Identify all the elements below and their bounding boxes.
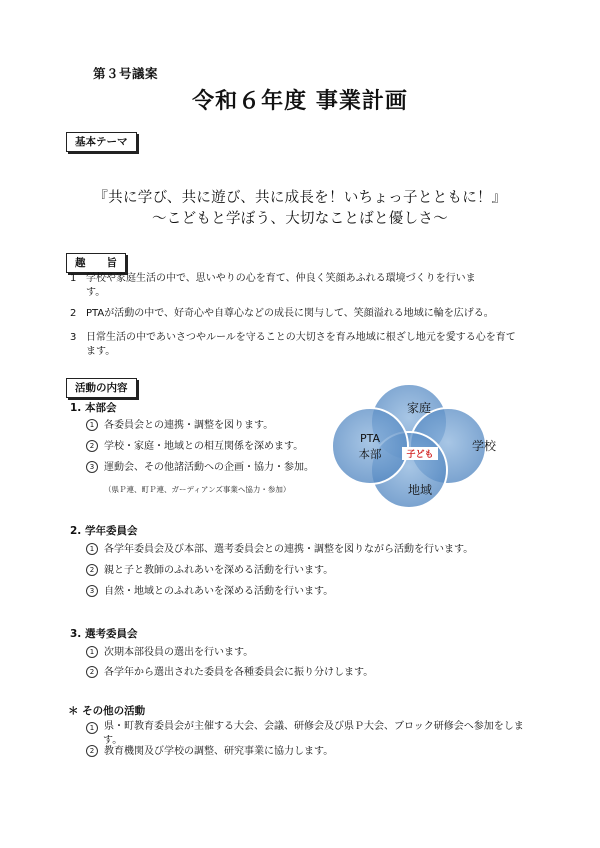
list-item	[86, 461, 314, 475]
agenda-number: 第３号議案	[93, 66, 159, 81]
circled-number-marker: 1	[86, 543, 98, 555]
theme-line-2: ～こどもと学ぼう、大切なことばと優しさ～	[152, 211, 448, 227]
purpose-item-text: 日常生活の中であいさつやルールを守ることの大切さを育み地域に根ざし地元を愛する心を育てます。	[86, 332, 516, 357]
list-item-text: 教育機関及び学校の調整、研究事業に協力します。	[104, 746, 334, 757]
venn-label-headquarters: 本部	[358, 447, 382, 461]
section-note: （県Ｐ連、町Ｐ連、ガーディアンズ事業へ協力・参加）	[104, 485, 291, 494]
circled-number-marker: 1	[86, 419, 98, 431]
purpose-item	[70, 331, 520, 359]
venn-label-community: 地域	[407, 483, 433, 497]
list-item-text: 学校・家庭・地域との相互関係を深めます。	[104, 441, 304, 452]
circled-number-marker: 3	[86, 585, 98, 597]
purpose-label: 趣 旨	[66, 253, 126, 273]
list-item	[86, 564, 333, 578]
list-item-text: 次期本部役員の選出を行います。	[104, 647, 254, 658]
list-item-text: 県・町教育委員会が主催する大会、会議、研修会及び県Ｐ大会、ブロック研修会へ参加をします。	[103, 721, 524, 746]
circled-number-marker: 2	[86, 745, 98, 757]
list-item	[86, 419, 273, 433]
list-item-text: 各委員会との連携・調整を図ります。	[104, 420, 274, 431]
theme-line-1: 『共に学び、共に遊び、共に成長を！いちょっ子とともに！』	[93, 190, 507, 206]
purpose-item	[70, 307, 540, 321]
list-item-text: 親と子と教師のふれあいを深める活動を行います。	[104, 565, 334, 576]
section-heading: 3. 選考委員会	[70, 628, 138, 640]
theme-label: 基本テーマ	[66, 132, 137, 152]
circled-number-marker: 3	[86, 461, 98, 473]
circled-number-marker: 1	[86, 722, 98, 734]
list-item-text: 各学年委員会及び本部、選考委員会との連携・調整を図りながら活動を行います。	[104, 544, 474, 555]
page-title: 令和６年度 事業計画	[192, 89, 408, 114]
purpose-item-number: 1	[70, 273, 77, 284]
list-item	[86, 720, 526, 748]
purpose-item-text: 学校や家庭生活の中で、思いやりの心を育て、仲良く笑顔あふれる環境づくりを行います。	[86, 273, 476, 298]
list-item	[86, 745, 333, 759]
purpose-item-number: 3	[70, 332, 77, 343]
venn-circle-pta	[332, 408, 408, 484]
purpose-item-text: PTAが活動の中で、好奇心や自尊心などの成長に関与して、笑顔溢れる地域に輪を広げる。	[86, 308, 494, 319]
circled-number-marker: 2	[86, 440, 98, 452]
list-item	[86, 646, 253, 660]
list-item-text: 運動会、その他諸活動への企画・協力・参加。	[104, 462, 314, 473]
venn-diagram	[332, 380, 522, 510]
list-item	[86, 440, 303, 454]
venn-label-family: 家庭	[406, 401, 432, 415]
circled-number-marker: 1	[86, 646, 98, 658]
section-heading: ＊ その他の活動	[68, 705, 146, 717]
list-item	[86, 543, 473, 557]
venn-label-children: 子ども	[406, 450, 434, 460]
list-item	[86, 585, 333, 599]
section-heading: 2. 学年委員会	[70, 525, 138, 537]
venn-label-pta: PTA	[359, 432, 381, 445]
circled-number-marker: 2	[86, 564, 98, 576]
list-item	[86, 666, 373, 680]
list-item-text: 自然・地域とのふれあいを深める活動を行います。	[104, 586, 334, 597]
circled-number-marker: 2	[86, 666, 98, 678]
section-heading: 1. 本部会	[70, 402, 117, 414]
list-item-text: 各学年から選出された委員を各種委員会に振り分けします。	[104, 667, 374, 678]
purpose-item-number: 2	[70, 308, 77, 319]
activities-label: 活動の内容	[66, 378, 137, 398]
venn-label-school: 学校	[471, 439, 497, 453]
purpose-item	[70, 272, 490, 300]
